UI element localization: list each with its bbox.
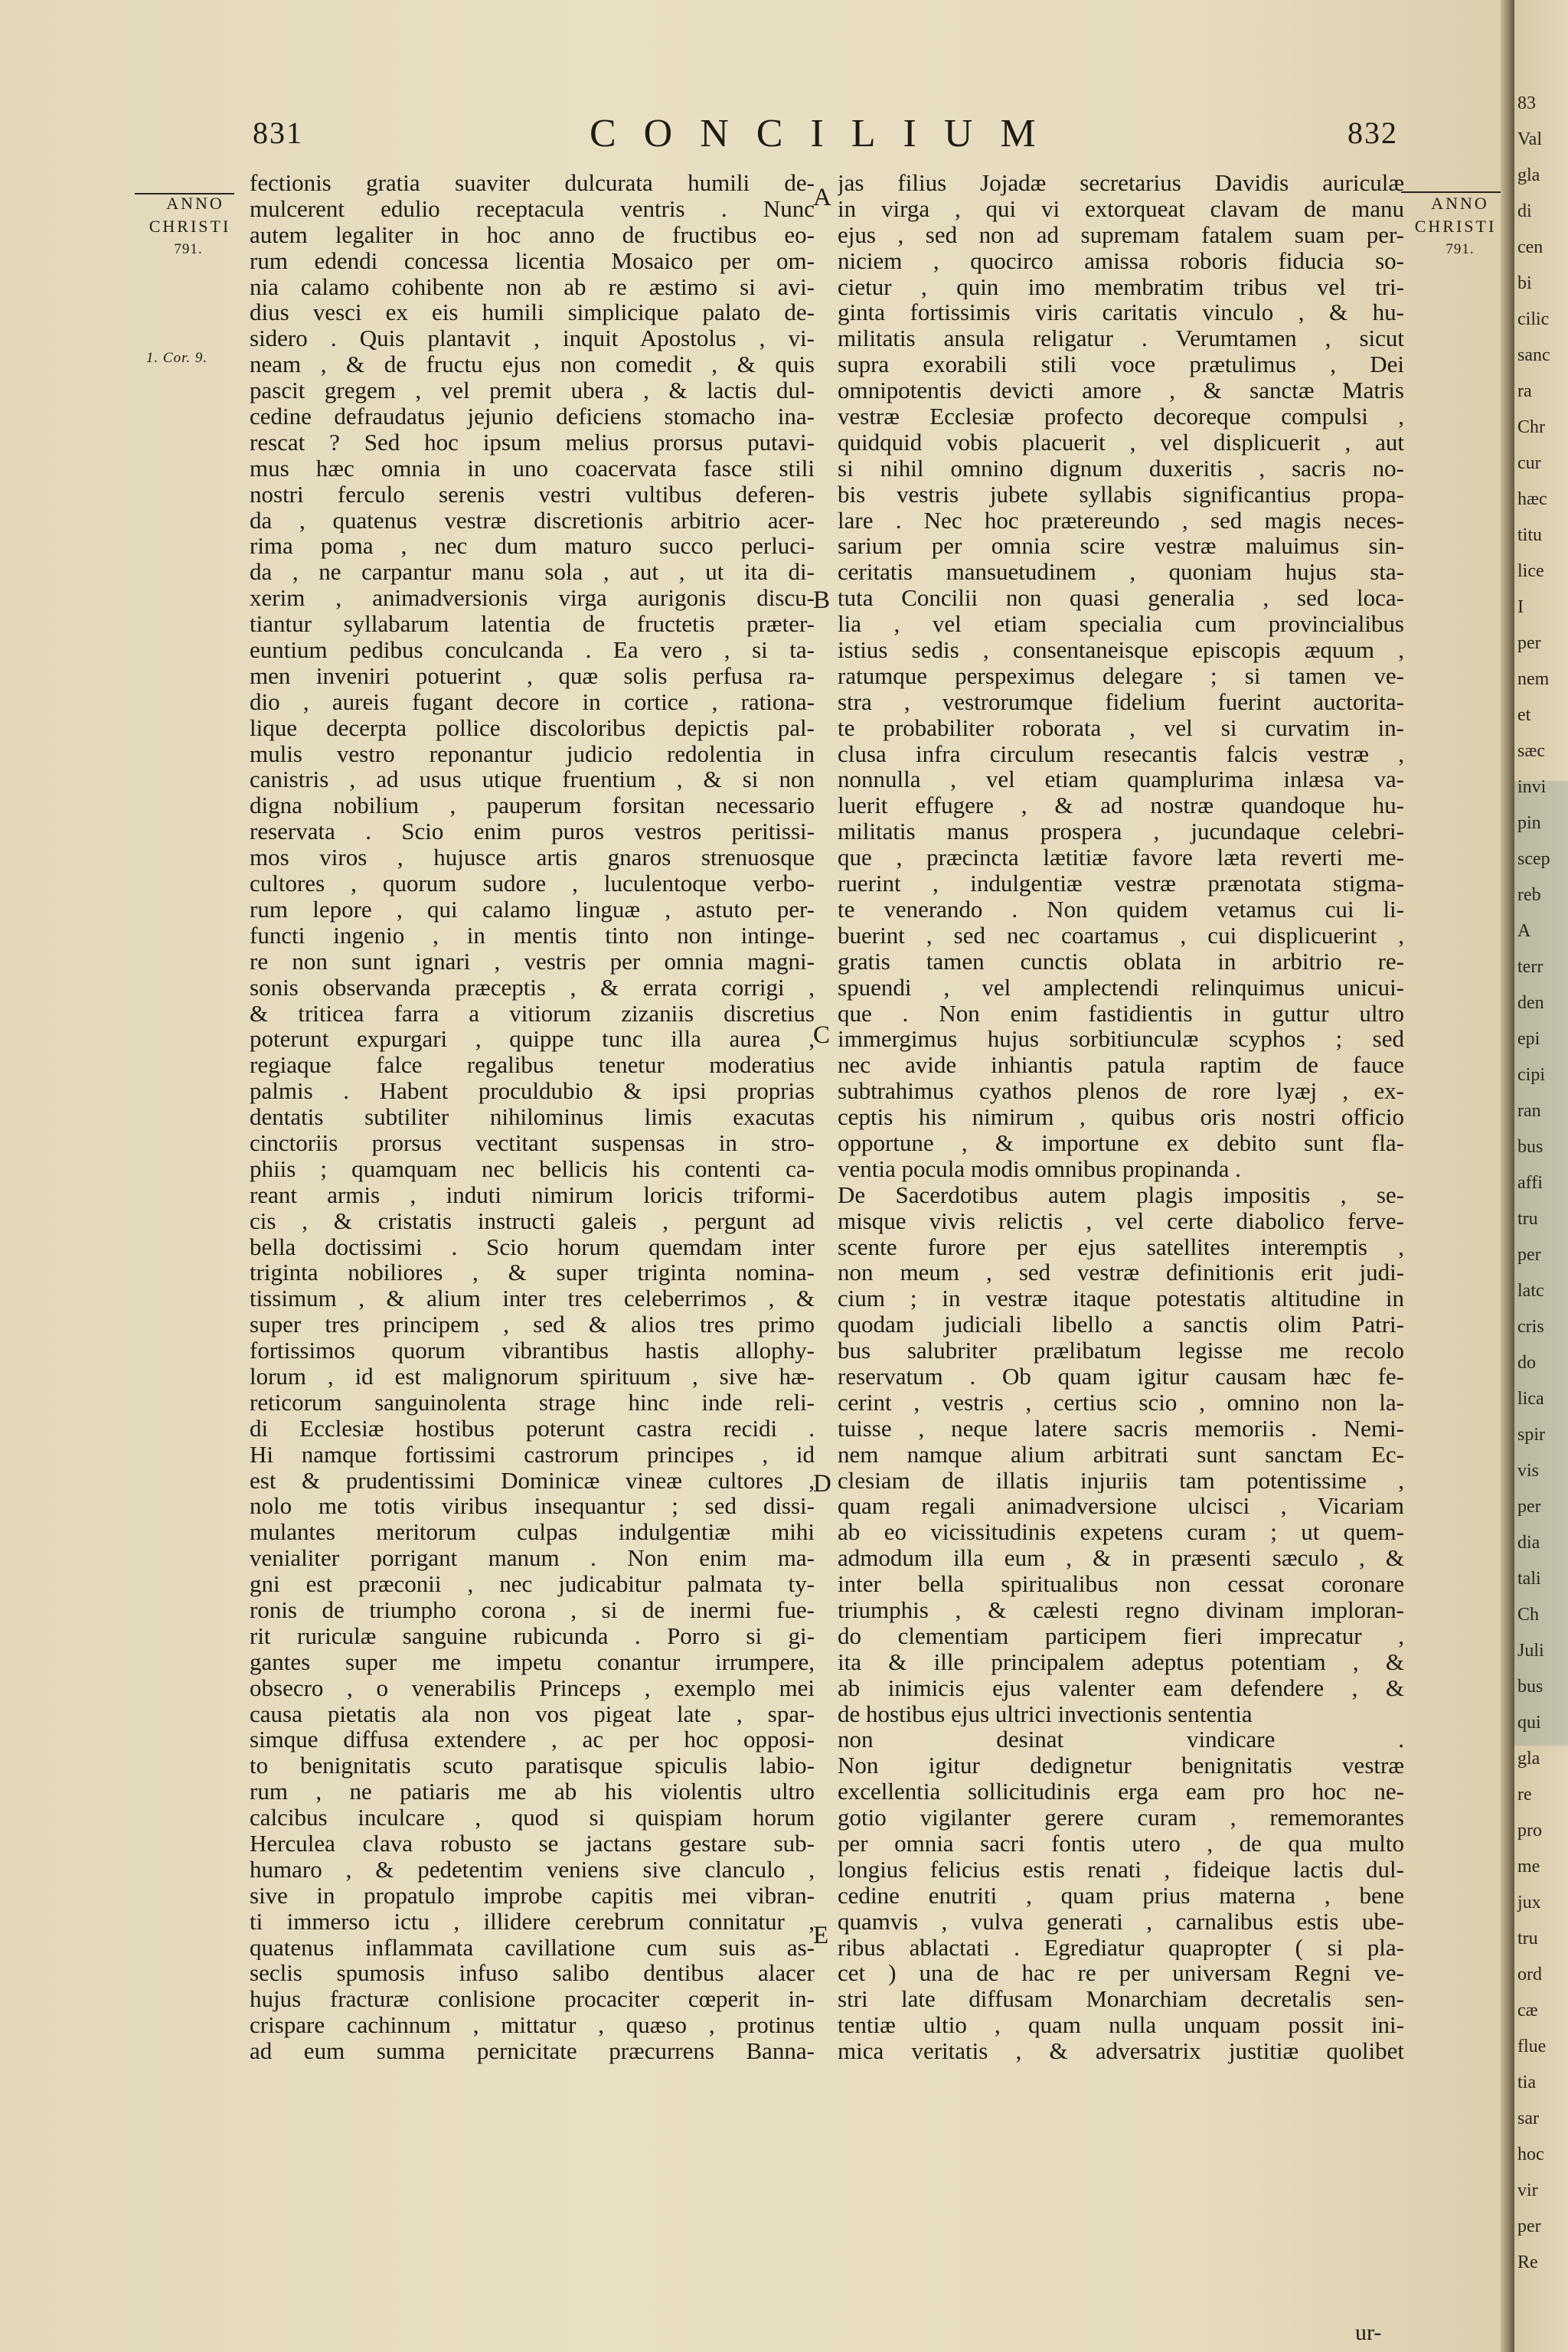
facing-page-edge [1514, 0, 1568, 2352]
facing-page-fragment: hæc [1517, 489, 1547, 509]
text-line: cultores , quorum sudore , luculentoque verbo- [250, 871, 815, 897]
facing-page-fragment: 83 [1517, 93, 1536, 113]
book-gutter [1501, 0, 1514, 2352]
text-line: da , quatenus vestræ discretionis arbitrio acer- [250, 507, 815, 534]
facing-page-fragment: gla [1517, 165, 1540, 185]
text-line: canistris , ad usus utique fruentium , & si non [250, 766, 815, 793]
text-line: quodam judiciali libello a sanctis olim Patri- [838, 1312, 1404, 1338]
text-line: quam regali animadversione ulcisci , Vicariam [838, 1493, 1404, 1520]
text-line: reticorum sanguinolenta strage hinc inde reli- [250, 1389, 815, 1416]
facing-page-fragment: lica [1517, 1389, 1544, 1409]
facing-page-fragment: hoc [1517, 2145, 1544, 2164]
text-line: cet ) una de hac re per universam Regni ve- [838, 1960, 1404, 1987]
facing-page-fragment: vir [1517, 2180, 1538, 2200]
text-line: dius vesci ex eis humili simplicique palato de- [250, 299, 815, 326]
text-line: simque diffusa extendere , ac per hoc opposi- [250, 1726, 815, 1753]
section-letter-d: D [813, 1470, 831, 1498]
facing-page-fragment: sanc [1517, 345, 1550, 365]
text-line: crispare cachinnum , mittatur , quæso , protinus [250, 2012, 815, 2039]
text-line: clesiam de illatis injuriis tam potentissime , [838, 1467, 1404, 1494]
facing-page-fragment: sar [1517, 2109, 1539, 2128]
text-line: ab eo vicissitudinis expetens curam ; ut quem- [838, 1519, 1404, 1546]
text-line: cedine defraudatus jejunio deficiens stomacho ina- [250, 403, 815, 430]
text-line: xerim , animadversionis virga aurigonis discu- [250, 585, 815, 612]
right-text-column [838, 170, 1404, 2064]
facing-page-fragment: per [1517, 1497, 1541, 1517]
text-line: bus salubriter prælibatum legisse me recolo [838, 1338, 1404, 1364]
text-line: quidquid vobis placuerit , vel displicuerit , aut [838, 429, 1404, 456]
text-line: gantes super me impetu conantur irrumpere, [250, 1648, 815, 1675]
text-line: nonnulla , vel etiam quamplurima inlæsa va- [838, 766, 1404, 793]
facing-page-fragment: titu [1517, 525, 1543, 545]
facing-page-fragment: cæ [1517, 2001, 1538, 2020]
text-line: cium ; in vestræ itaque potestatis altitudine in [838, 1285, 1404, 1312]
text-line: triumphis , & cælesti regno divinam imploran- [838, 1596, 1404, 1623]
text-line: militatis ansula religatur . Verumtamen , sicut [838, 325, 1404, 352]
text-line: bella doctissimi . Scio horum quemdam inter [250, 1233, 815, 1260]
text-line: rum lepore , qui calamo linguæ , astuto per- [250, 896, 815, 923]
text-line: palmis . Habent proculdubio & ipsi proprias [250, 1078, 815, 1105]
text-line: ceritatis mansuetudinem , quoniam hujus sta- [838, 559, 1404, 586]
text-line: non meum , sed vestræ definitionis erit judi- [838, 1259, 1404, 1286]
facing-page-fragment: me [1517, 1857, 1540, 1877]
text-line: humaro , & pedetentim veniens sive clanculo , [250, 1856, 815, 1883]
text-line: nia calamo cohibente non ab re æstimo si avi- [250, 273, 815, 300]
text-line: mulis vestro reponantur judicio redolentia in [250, 740, 815, 767]
text-line: & triticea farra a vitiorum zizaniis discretius [250, 1000, 815, 1027]
facing-page-fragment: A [1517, 921, 1531, 941]
text-line: lia , vel etiam specialia cum provincialibus [838, 611, 1404, 638]
text-line: omnipotentis devicti amore , & sanctæ Matris [838, 377, 1404, 404]
text-line: men inveniri potuerint , quæ solis perfusa ra- [250, 662, 815, 689]
text-line: venialiter porrigant manum . Non enim ma- [250, 1545, 815, 1572]
text-line: spuendi , vel amplectendi relinquimus unicui- [838, 974, 1404, 1001]
facing-page-fragment: sæc [1517, 741, 1545, 761]
text-line: to benignitatis scuto paratisque spiculis labio- [250, 1753, 815, 1779]
text-line: ventia pocula modis omnibus propinanda . [838, 1155, 1241, 1182]
text-line: excellentia sollicitudinis erga eam pro hoc ne- [838, 1779, 1404, 1805]
text-line: mulcerent edulio receptacula ventris . Nunc [250, 195, 815, 222]
text-line: rima poma , nec dum maturo succo perluci- [250, 533, 815, 560]
facing-page-fragment: cipi [1517, 1065, 1545, 1085]
text-line: rum , ne patiaris me ab his violentis ultro [250, 1779, 815, 1805]
text-line: tentiæ ultio , quam nulla unquam possit ini- [838, 2012, 1404, 2039]
text-line: pascit gregem , vel premit ubera , & lactis dul- [250, 377, 815, 404]
text-line: seclis spumosis infuso salibo dentibus alacer [250, 1960, 815, 1987]
text-line: rum edendi concessa licentia Mosaico per om- [250, 247, 815, 274]
text-line: admodum illa eum , & in præsenti sæculo , & [838, 1545, 1404, 1572]
text-line: fectionis gratia suaviter dulcurata humili de- [250, 170, 815, 196]
text-line: tuisse , neque latere sacris memoriis . Nemi- [838, 1415, 1404, 1442]
text-line: Herculea clava robusto se jactans gestare sub- [250, 1831, 815, 1857]
facing-page-fragment: Re [1517, 2252, 1538, 2272]
facing-page-fragment: dia [1517, 1533, 1540, 1553]
text-line: buerint , sed nec coartamus , cui displicuerint , [838, 922, 1404, 949]
facing-page-fragment: do [1517, 1353, 1536, 1373]
text-line: cedine enutriti , quam prius materna , bene [838, 1882, 1404, 1909]
text-line: causa pietatis ala non vos pigeat late , spar- [250, 1700, 815, 1727]
facing-page-fragment: scep [1517, 849, 1550, 869]
text-line: scente furore per ejus satellites interemptis , [838, 1233, 1404, 1260]
text-line: neam , & de fructu ejus non comedit , & quis [250, 351, 815, 378]
text-line: nostri ferculo serenis vestri vultibus deferen- [250, 481, 815, 508]
margin-scripture-reference: 1. Cor. 9. [145, 350, 208, 366]
text-line: mus hæc omnia in uno coacervata fasce stili [250, 455, 815, 482]
facing-page-fragment: Val [1517, 129, 1542, 149]
text-line: quatenus inflammata cavillatione cum suis as- [250, 1934, 815, 1961]
text-line: ribus ablactati . Egrediatur quapropter ( si pla- [838, 1934, 1404, 1961]
facing-page-fragment: latc [1517, 1281, 1544, 1301]
facing-page-fragment: invi [1517, 777, 1547, 797]
text-line: opportune , & importune ex debito sunt fla- [838, 1129, 1404, 1156]
facing-page-fragment: epi [1517, 1029, 1540, 1049]
text-line: ratumque perspeximus delegare ; si tamen ve- [838, 662, 1404, 689]
text-line: obsecro , o venerabilis Princeps , exemplo mei [250, 1674, 815, 1701]
text-line: Hi namque fortissimi castrorum principes , id [250, 1441, 815, 1468]
margin-christi-right: CHRISTI [1414, 217, 1497, 236]
text-line: gotio vigilanter gerere curam , rememorantes [838, 1805, 1404, 1831]
text-line: Non igitur dedignetur benignitatis vestræ [838, 1753, 1404, 1779]
facing-page-fragment: affi [1517, 1173, 1543, 1193]
text-line: sonis observanda præceptis , & errata corrigi , [250, 974, 815, 1001]
text-line: de hostibus ejus ultrici invectionis sententia [838, 1700, 1253, 1727]
section-letter-b: B [813, 586, 831, 614]
facing-page-fragment: flue [1517, 2037, 1547, 2056]
text-line: re non sunt ignari , vestris per omnia magni- [250, 948, 815, 975]
text-line: que , præcincta lætitiæ favore læta reverti me- [838, 844, 1404, 871]
left-text-column [250, 170, 815, 2064]
facing-page-fragment: per [1517, 1245, 1541, 1265]
text-line: phiis ; quamquam nec bellicis his contenti ca- [250, 1155, 815, 1182]
text-line: misque vivis relictis , vel certe diabolico ferve- [838, 1207, 1404, 1234]
facing-page-fragment: tali [1517, 1569, 1541, 1589]
text-line: do clementiam participem fieri imprecatur , [838, 1622, 1404, 1649]
facing-page-fragment: bus [1517, 1677, 1544, 1697]
text-line: militatis manus prospera , jucundaque celebri- [838, 818, 1404, 845]
text-line: dentatis subtiliter nihilominus limis exacutas [250, 1104, 815, 1130]
text-line: istius sedis , consentaneisque episcopis æquum , [838, 637, 1404, 663]
text-line: per omnia sacri fontis utero , de qua multo [838, 1831, 1404, 1857]
section-letter-a: A [813, 184, 831, 211]
text-line: gni est præconii , nec judicabitur palmata ty- [250, 1571, 815, 1597]
text-line: cietur , quin imo membratim tribus vel tri- [838, 273, 1404, 300]
text-line: ejus , sed non ad supremam fatalem suam per- [838, 221, 1404, 248]
text-line: cinctoriis prorsus vectitant suspensas in stro- [250, 1129, 815, 1156]
text-line: te probabiliter roborata , vel si curvatim in- [838, 714, 1404, 741]
text-line: si nihil omnino dignum duxeritis , sacris no- [838, 455, 1404, 482]
text-line: gratis tamen cunctis oblata in arbitrio re- [838, 948, 1404, 975]
text-line: niciem , quocirco amissa roboris fiducia so- [838, 247, 1404, 274]
facing-page-fragment: cen [1517, 237, 1544, 257]
text-line: super tres principem , sed & alios tres primo [250, 1312, 815, 1338]
facing-page-fragment: per [1517, 2216, 1541, 2236]
text-line: luerit effugere , & ad nostræ quandoque hu- [838, 792, 1404, 819]
facing-page-fragment: tia [1517, 2073, 1536, 2092]
margin-anno-left: ANNO [166, 194, 224, 213]
text-line: jas filius Jojadæ secretarius Davidis auriculæ [838, 170, 1404, 196]
margin-christi-left: CHRISTI [149, 217, 231, 236]
text-line: bis vestris jubete syllabis significantius propa- [838, 481, 1404, 508]
text-line: ronis de triumpho corona , si de inermi fue- [250, 1596, 815, 1623]
text-line: mica veritatis , & adversatrix justitiæ quolibet [838, 2038, 1404, 2065]
facing-page-fragment: tru [1517, 1209, 1538, 1229]
text-line: stra , vestrorumque fidelium fuerint auctorita- [838, 688, 1404, 715]
text-line: supra exorabili stili voce prætulimus , Dei [838, 351, 1404, 378]
facing-page-fragment: tru [1517, 1929, 1538, 1949]
text-line: cerint , vestris , certius scio , omnino non la- [838, 1389, 1404, 1416]
facing-page-fragment: per [1517, 633, 1541, 653]
margin-anno-right: ANNO [1431, 194, 1489, 213]
text-line: nolo me totis viribus insequantur ; sed dissi- [250, 1493, 815, 1520]
text-line: dio , aureis fugant decore in cortice , rationa- [250, 688, 815, 715]
facing-page-fragment: ran [1517, 1101, 1541, 1121]
facing-page-fragment: Ch [1517, 1605, 1540, 1625]
text-line: sarium per omnia scire vestræ maluimus sin- [838, 533, 1404, 560]
text-line: rit ruriculæ sanguine rubicunda . Porro si gi- [250, 1622, 815, 1649]
facing-page-fragment: qui [1517, 1713, 1541, 1733]
text-line: tissimum , & alium inter tres celeberrimos , & [250, 1285, 815, 1312]
text-line: mos viros , hujusce artis gnaros strenuosque [250, 844, 815, 871]
running-head-title: CONCILIUM [590, 112, 1063, 155]
facing-page-fragment: gla [1517, 1749, 1540, 1769]
facing-page-fragment: jux [1517, 1893, 1541, 1913]
section-letter-e: E [813, 1922, 829, 1949]
text-line: quamvis , vulva generati , carnalibus estis ube- [838, 1908, 1404, 1935]
text-line: que . Non enim fastidientis in guttur ultro [838, 1000, 1404, 1027]
facing-page-fragment: pro [1517, 1821, 1542, 1841]
text-line: tiantur syllabarum latentia de fructetis præter- [250, 611, 815, 638]
left-page-number: 831 [253, 116, 303, 150]
text-line: sive in propatulo improbe capitis mei vibran- [250, 1882, 815, 1909]
facing-page-fragment: lice [1517, 561, 1544, 581]
facing-page-fragment: Juli [1517, 1641, 1544, 1661]
text-line: ita & ille principalem adeptus potentiam , & [838, 1648, 1404, 1675]
text-line: rescat ? Sed hoc ipsum melius prorsus putavi- [250, 429, 815, 456]
text-line: ginta fortissimis viris caritatis vinculo , & hu- [838, 299, 1404, 326]
text-line: lorum , id est malignorum spirituum , sive hæ- [250, 1363, 815, 1390]
text-line: calcibus inculcare , quod si quispiam horum [250, 1805, 815, 1831]
text-line: autem legaliter in hoc anno de fructibus eo- [250, 221, 815, 248]
facing-page-fragment: et [1517, 705, 1531, 725]
facing-page-fragment: Chr [1517, 417, 1545, 437]
text-line: clusa infra circulum resecantis falcis vestræ , [838, 740, 1404, 767]
facing-page-fragment: ord [1517, 1965, 1542, 1984]
text-line: ceptis his nimirum , quibus oris nostri officio [838, 1104, 1404, 1130]
facing-page-fragment: cilic [1517, 309, 1550, 329]
text-line: cis , & cristatis instructi galeis , pergunt ad [250, 1207, 815, 1234]
text-line: nem namque alium arbitrati sunt sanctam Ec- [838, 1441, 1404, 1468]
text-line: reservatum . Ob quam igitur causam hæc fe- [838, 1363, 1404, 1390]
text-line: fortissimos quorum vibrantibus hastis allophy- [250, 1338, 815, 1364]
text-line: euntium pedibus conculcanda . Ea vero , si ta- [250, 637, 815, 663]
text-line: ruerint , indulgentiæ vestræ prænotata stigma- [838, 871, 1404, 897]
text-line: vestræ Ecclesiæ profecto decoreque compulsi , [838, 403, 1404, 430]
text-line: reservata . Scio enim puros vestros peritissi- [250, 818, 815, 845]
text-line: lique decerpta pollice discoloribus depictis pal- [250, 714, 815, 741]
section-letter-c: C [813, 1021, 831, 1049]
text-line: immergimus hujus sorbitiunculæ scyphos ; sed [838, 1026, 1404, 1053]
catchword: ur- [1355, 2320, 1382, 2345]
text-line: mulantes meritorum culpas indulgentiæ mihi [250, 1519, 815, 1546]
text-line: ad eum summa pernicitate præcurrens Banna- [250, 2038, 815, 2065]
facing-page-fragment: di [1517, 201, 1532, 221]
text-line: in virga , qui vi extorqueat clavam de manu [838, 195, 1404, 222]
margin-year-right: 791. [1446, 241, 1475, 257]
text-line: da , ne carpantur manu sola , aut , ut ita di- [250, 559, 815, 586]
text-line: di Ecclesiæ hostibus poterunt castra recidi . [250, 1415, 815, 1442]
facing-page-fragment: bus [1517, 1137, 1544, 1157]
text-line: te venerando . Non quidem vetamus cui li- [838, 896, 1404, 923]
text-line: subtrahimus cyathos plenos de rore lyæj , ex- [838, 1078, 1404, 1105]
text-line: est & prudentissimi Dominicæ vineæ cultores , [250, 1467, 815, 1494]
text-line: sidero . Quis plantavit , inquit Apostolus , vi- [250, 325, 815, 352]
text-line: hujus fracturæ conlisione procaciter cœperit in- [250, 1986, 815, 2013]
text-line: lare . Nec hoc prætereundo , sed magis neces- [838, 507, 1404, 534]
facing-page-fragment: vis [1517, 1461, 1540, 1481]
right-page-number: 832 [1348, 116, 1398, 150]
facing-page-fragment: cur [1517, 453, 1541, 473]
text-line: regiaque falce regalibus tenetur moderatius [250, 1052, 815, 1079]
facing-page-fragment: ra [1517, 381, 1532, 401]
text-line: non desinat vindicare . [838, 1726, 1404, 1753]
text-line: stri late diffusam Monarchiam decretalis sen- [838, 1986, 1404, 2013]
facing-page-fragment: den [1517, 993, 1544, 1013]
text-line: inter bella spiritualibus non cessat coronare [838, 1571, 1404, 1597]
text-line: ti immerso ictu , illidere cerebrum connitatur , [250, 1908, 815, 1935]
text-line: nec avide inhiantis patula raptim de fauce [838, 1052, 1404, 1079]
facing-page-fragment: nem [1517, 669, 1550, 689]
text-line: triginta nobiliores , & super triginta nomina- [250, 1259, 815, 1286]
facing-page-fragment: reb [1517, 885, 1541, 905]
text-line: ab inimicis ejus valenter eam defendere , & [838, 1674, 1404, 1701]
facing-page-fragment: cris [1517, 1317, 1544, 1337]
text-line: tuta Concilii non quasi generalia , sed loca- [838, 585, 1404, 612]
text-line: longius felicius estis renati , fideique lactis dul- [838, 1856, 1404, 1883]
facing-page-fragment: terr [1517, 957, 1544, 977]
facing-page-fragment: pin [1517, 813, 1541, 833]
facing-page-fragment: bi [1517, 273, 1532, 293]
text-line: De Sacerdotibus autem plagis impositis , se- [838, 1181, 1404, 1208]
text-line: functi ingenio , in mentis tinto non intinge- [250, 922, 815, 949]
margin-year-left: 791. [174, 241, 203, 257]
facing-page-fragment: re [1517, 1785, 1532, 1805]
text-line: poterunt expurgari , quippe tunc illa aurea , [250, 1026, 815, 1053]
facing-page-fragment: spir [1517, 1425, 1545, 1445]
facing-page-fragment: I [1517, 597, 1524, 617]
text-line: digna nobilium , pauperum forsitan necessario [250, 792, 815, 819]
text-line: reant armis , induti nimirum loricis triformi- [250, 1181, 815, 1208]
